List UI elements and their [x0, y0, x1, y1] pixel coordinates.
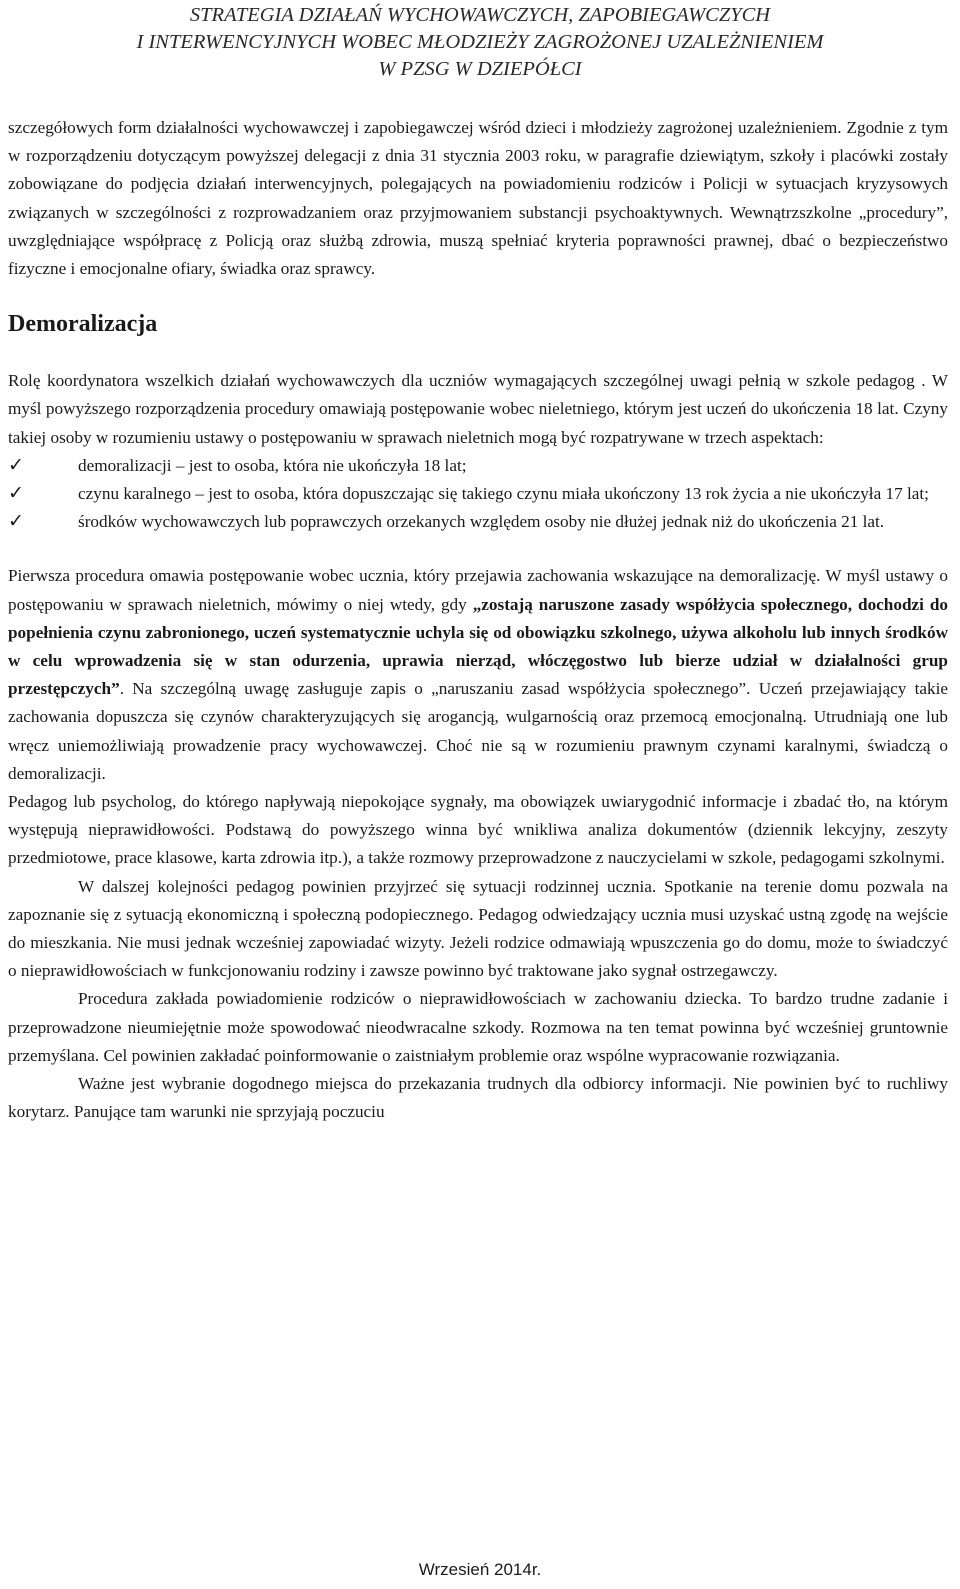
- checkmark-icon: ✓: [8, 454, 24, 476]
- checklist-item: [8, 508, 948, 536]
- intro-paragraph: szczegółowych form działalności wychowawczej i zapobiegawczej wśród dzieci i młodzieży zagrożonej uzależnieniem. Zgodnie z tym w rozporządzeniu dotyczącym powyższej delegacji z dnia 31 stycznia 2003 roku, w paragrafie dziewiątym, szkoły i placówki zostały zobowiązane do podjęcia działań interwencyjnych, polegających na powiadomieniu rodziców i Policji w sytuacjach kryzysowych związanych w szczególności z rozprowadzaniem oraz przyjmowaniem substancji psychoaktywnych. Wewnątrzszkolne „procedury”, uwzględniające współpracę z Policją oraz służbą zdrowia, muszą spełniać kryteria poprawności prawnej, dbać o bezpieczeństwo fizyczne i emocjonalne ofiary, świadka oraz sprawcy.: [8, 118, 948, 279]
- checklist-item-text: środków wychowawczych lub poprawczych orzekanych względem osoby nie dłużej jednak niż do ukończenia 21 lat.: [78, 512, 885, 532]
- paragraph-coordinator: Rolę koordynatora wszelkich działań wychowawczych dla uczniów wymagających szczególnej uwagi pełnią w szkole pedagog . W myśl powyższego rozporządzenia procedury omawiają postępowanie wobec nieletniego, którym jest uczeń do ukończenia 18 lat. Czyny takiej osoby w rozumieniu ustawy o postępowaniu w sprawach nieletnich mogą być rozpatrywane w trzech aspektach:: [8, 371, 948, 447]
- p2-end: . Na szczególną uwagę zasługuje zapis o „naruszaniu zasad współżycia społecznego”. Uczeń przejawiający takie zachowania dopuszcza się czynów charakteryzujących się arogancją, wulgarnością oraz przemocą emocjonalną. Utrudniają one lub wręcz uniemożliwiają prowadzenie pracy wychowawczej. Choć nie są w rozumieniu prawnym czynami karalnymi, świadczą o demoralizacji.: [8, 679, 948, 783]
- header-line-2: I INTERWENCYJNYCH WOBEC MŁODZIEŻY ZAGROŻONEJ UZALEŻNIENIEM: [136, 31, 824, 53]
- page-footer: Wrzesień 2014r.: [418, 1560, 542, 1579]
- p2-bold-quote: „zostają naruszone zasady współżycia społecznego, dochodzi do popełnienia czynu zabronionego, uczeń systematycznie uchyla się od obowiązku szkolnego, używa alkoholu lub innych środków w celu wprowadzenia się w stan odurzenia, uprawia nierząd, włóczęgostwo lub bierze udział w działalności grup przestępczych”: [8, 594, 948, 699]
- section-heading: Demoralizacja: [8, 311, 158, 338]
- checklist-item: [8, 480, 948, 508]
- checklist-item: [8, 452, 948, 480]
- checklist-item-text: demoralizacji – jest to osoba, która nie ukończyła 18 lat;: [78, 455, 467, 475]
- header-line-3: W PZSG W DZIEPÓŁCI: [378, 58, 582, 80]
- checklist-item-text: czynu karalnego – jest to osoba, która dopuszczając się takiego czynu miała ukończony 13 rok życia a nie ukończyła 17 lat;: [78, 484, 929, 504]
- checkmark-icon: ✓: [8, 483, 24, 505]
- paragraph-family: W dalszej kolejności pedagog powinien przyjrzeć się sytuacji rodzinnej ucznia. Spotkanie na terenie domu pozwala na zapoznanie się z sytuacją ekonomiczną i społeczną podopiecznego. Pedagog odwiedzający ucznia musi uzyskać ustną zgodę na wejście do mieszkania. Nie musi jednak wcześniej zapowiadać wizyty. Jeżeli rodzice odmawiają wpuszczenia go do domu, może to świadczyć o nieprawidłowościach w funkcjonowaniu rodziny i zawsze powinno być traktowane jako sygnał ostrzegawczy.: [8, 876, 948, 981]
- header-line-1: STRATEGIA DZIAŁAŃ WYCHOWAWCZYCH, ZAPOBIEGAWCZYCH: [189, 4, 771, 26]
- document-body: [8, 114, 948, 1127]
- paragraph-notify-parents: Procedura zakłada powiadomienie rodziców o nieprawidłowościach w zachowaniu dziecka. To bardzo trudne zadanie i przeprowadzone nieumiejętnie może spowodować nieodwracalne szkody. Rozmowa na ten temat powinna być wcześniej gruntownie przemyślana. Cel powinien zakładać poinformowanie o zaistniałym problemie oraz wspólne wypracowanie rozwiązania.: [8, 989, 948, 1065]
- document-header: [0, 2, 960, 83]
- paragraph-first-procedure: [8, 562, 948, 788]
- paragraph-pedagog: Pedagog lub psycholog, do którego napływają niepokojące sygnały, ma obowiązek uwiarygodnić informacje i zbadać tło, na którym występują nieprawidłowości. Podstawą do powyższego winna być wnikliwa analiza dokumentów (dziennik lekcyjny, zeszyty przedmiotowe, prace klasowe, karta zdrowia itp.), a także rozmowy przeprowadzone z nauczycielami w szkole, pedagogami szkolnymi.: [8, 792, 948, 868]
- paragraph-place: Ważne jest wybranie dogodnego miejsca do przekazania trudnych dla odbiorcy informacji. Nie powinien być to ruchliwy korytarz. Panujące tam warunki nie sprzyjają poczuciu: [8, 1074, 948, 1122]
- aspects-checklist: [8, 452, 948, 537]
- checkmark-icon: ✓: [8, 511, 24, 533]
- p2-start: Pierwsza procedura omawia postępowanie wobec ucznia, który przejawia zachowania wskazujące na demoralizację. W myśl ustawy o postępowaniu w sprawach nieletnich, mówimy o niej wtedy, gdy: [8, 566, 948, 614]
